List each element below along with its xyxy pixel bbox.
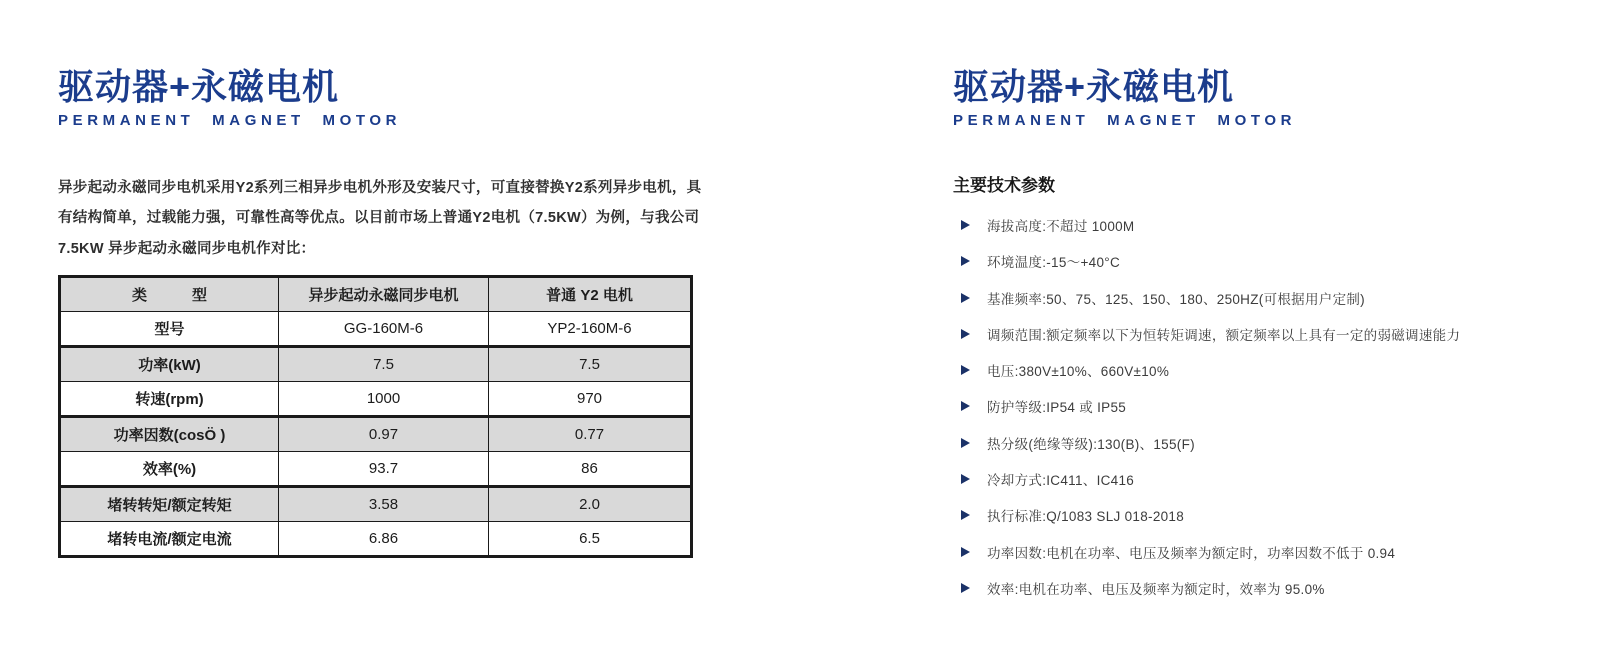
spec-text: 调频范围:额定频率以下为恒转矩调速，额定频率以上具有一定的弱磁调速能力 [987,327,1461,343]
spec-text: 执行标准:Q/1083 SLJ 018-2018 [987,509,1185,525]
list-item [953,388,1573,424]
left-page [58,66,702,558]
page-title: 驱动器+永磁电机 [953,66,1235,107]
spec-text: 基准频率:50、75、125、150、180、250HZ(可根据用户定制) [987,291,1365,307]
table-cell: 功率(kW) [60,347,279,382]
triangle-bullet-icon [961,401,970,411]
spec-text: 功率因数:电机在功率、电压及频率为额定时，功率因数不低于 0.94 [987,545,1396,561]
spec-text: 冷却方式:IC411、IC416 [987,473,1135,489]
table-row [60,522,692,557]
list-item [953,352,1573,388]
page-title: 驱动器+永磁电机 [58,66,340,107]
intro-line: 有结构简单，过载能力强，可靠性高等优点。以目前市场上普通Y2电机（7.5KW）为例，与我公司 [58,210,700,227]
triangle-bullet-icon [961,256,970,266]
table-cell: YP2-160M-6 [489,312,692,347]
table-cell: 86 [489,452,692,487]
table-cell: 堵转电流/额定电流 [60,522,279,557]
triangle-bullet-icon [961,220,970,230]
triangle-bullet-icon [961,329,970,339]
table-cell: 堵转转矩/额定转矩 [60,487,279,522]
triangle-bullet-icon [961,510,970,520]
table-cell: 7.5 [489,347,692,382]
table-cell: 功率因数(cosÖ ) [60,417,279,452]
intro-paragraph [58,173,702,265]
table-header-row [60,277,692,312]
spec-text: 海拔高度:不超过 1000M [987,218,1135,234]
table-cell: 0.97 [279,417,489,452]
list-item [953,570,1573,606]
table-header-cell: 类 型 [60,277,279,312]
table-row [60,487,692,522]
triangle-bullet-icon [961,474,970,484]
spec-text: 效率:电机在功率、电压及频率为额定时，效率为 95.0% [987,581,1325,597]
tech-spec-list [953,207,1573,606]
table-row [60,312,692,347]
table-cell: 1000 [279,382,489,417]
list-item [953,425,1573,461]
table-cell: 0.77 [489,417,692,452]
list-item [953,533,1573,569]
table-cell: 型号 [60,312,279,347]
table-cell: 6.5 [489,522,692,557]
intro-line: 异步起动永磁同步电机采用Y2系列三相异步电机外形及安装尺寸，可直接替换Y2系列异步电机，具 [58,179,702,196]
spec-text: 热分级(绝缘等级):130(B)、155(F) [987,436,1195,452]
table-cell: 93.7 [279,452,489,487]
table-row [60,452,692,487]
table-cell: GG-160M-6 [279,312,489,347]
spec-text: 电压:380V±10%、660V±10% [987,364,1170,380]
spec-text: 环境温度:-15～+40°C [987,255,1121,271]
list-item [953,243,1573,279]
table-row [60,347,692,382]
list-item [953,461,1573,497]
table-header-cell: 异步起动永磁同步电机 [279,277,489,312]
table-cell: 7.5 [279,347,489,382]
table-cell: 3.58 [279,487,489,522]
page-subtitle: PERMANENT MAGNET MOTOR [953,111,1297,129]
table-row [60,382,692,417]
triangle-bullet-icon [961,365,970,375]
table-cell: 转速(rpm) [60,382,279,417]
spec-text: 防护等级:IP54 或 IP55 [987,400,1127,416]
section-heading: 主要技术参数 [953,175,1055,195]
table-cell: 2.0 [489,487,692,522]
table-cell: 6.86 [279,522,489,557]
list-item [953,497,1573,533]
list-item [953,207,1573,243]
table-cell: 效率(%) [60,452,279,487]
triangle-bullet-icon [961,583,970,593]
list-item [953,316,1573,352]
triangle-bullet-icon [961,547,970,557]
table-header-cell: 普通 Y2 电机 [489,277,692,312]
intro-line: 7.5KW 异步起动永磁同步电机作对比： [58,240,316,257]
motor-comparison-table [58,275,693,558]
triangle-bullet-icon [961,293,970,303]
right-page [953,68,1573,606]
triangle-bullet-icon [961,438,970,448]
list-item [953,279,1573,315]
table-cell: 970 [489,382,692,417]
page-subtitle: PERMANENT MAGNET MOTOR [58,111,402,129]
table-row [60,417,692,452]
